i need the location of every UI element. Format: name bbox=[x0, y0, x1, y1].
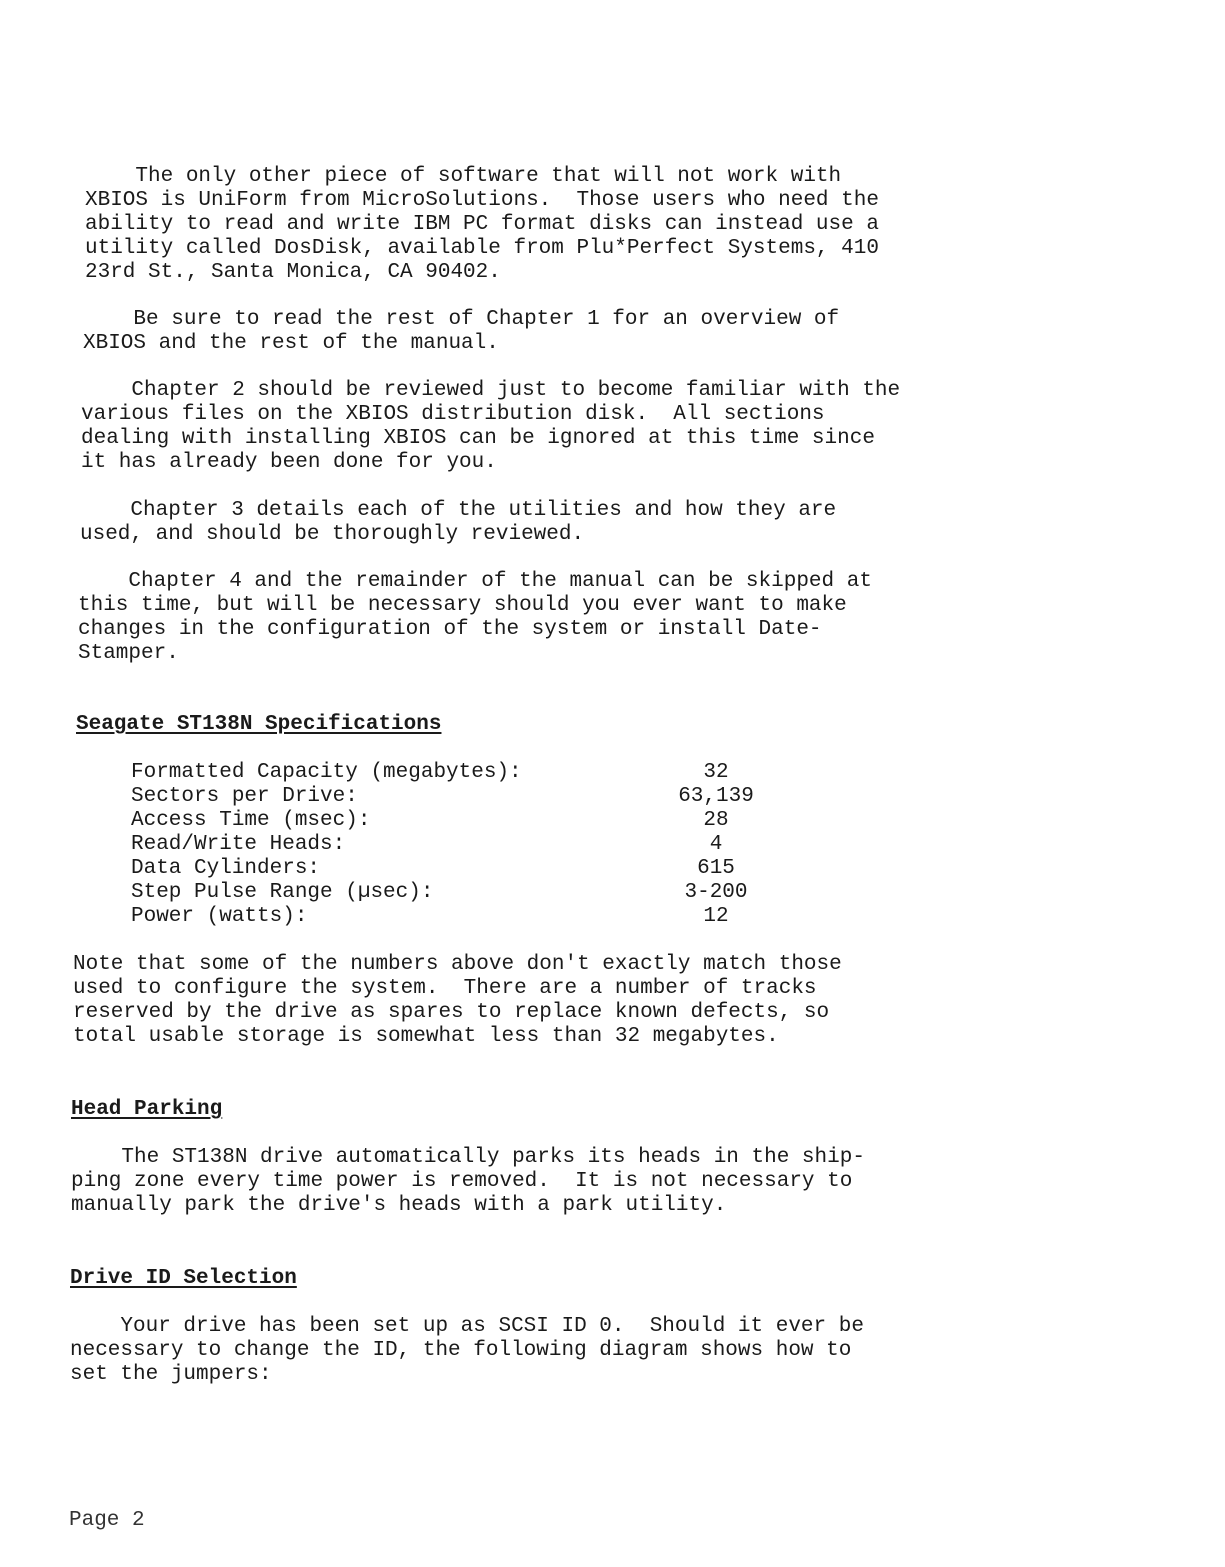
head-parking-heading: Head Parking bbox=[71, 1098, 223, 1121]
spec-row bbox=[131, 809, 811, 833]
spec-label: Read/Write Heads: bbox=[131, 833, 346, 856]
spec-value: 32 bbox=[703, 761, 729, 784]
spec-value: 615 bbox=[697, 857, 735, 880]
spec-row bbox=[131, 785, 811, 809]
spec-label: Formatted Capacity (megabytes): bbox=[131, 761, 522, 784]
paragraph-specs-note: Note that some of the numbers above don't exactly match those used to configure the system. There are a number of tracks reserved by the drive as spares to replace known defects, so total usable storage is somewhat less than 32 megabytes. bbox=[73, 953, 842, 1048]
spec-row bbox=[131, 881, 811, 905]
spec-row bbox=[131, 857, 811, 881]
paragraph-chapter-4: Chapter 4 and the remainder of the manual can be skipped at this time, but will be necessary should you ever want to make changes in the configuration of the system or install Date- Stamper. bbox=[78, 570, 872, 665]
spec-label: Sectors per Drive: bbox=[131, 785, 358, 808]
paragraph-drive-id: Your drive has been set up as SCSI ID 0. Should it ever be necessary to change the ID, the following diagram shows how to set the jumpers: bbox=[70, 1315, 864, 1386]
specs-table bbox=[131, 761, 811, 929]
paragraph-chapter-2: Chapter 2 should be reviewed just to become familiar with the various files on the XBIOS distribution disk. All sections dealing with installing XBIOS can be ignored at this time since it has already been done for you. bbox=[81, 379, 901, 474]
paragraph-chapter-3: Chapter 3 details each of the utilities and how they are used, and should be thoroughly reviewed. bbox=[80, 499, 837, 546]
drive-id-heading: Drive ID Selection bbox=[70, 1267, 297, 1290]
spec-row bbox=[131, 905, 811, 929]
paragraph-head-parking: The ST138N drive automatically parks its heads in the ship- ping zone every time power is removed. It is not necessary to manually park the drive's heads with a park utility. bbox=[71, 1146, 865, 1217]
spec-value: 3-200 bbox=[684, 881, 748, 904]
spec-label: Power (watts): bbox=[131, 905, 308, 928]
spec-label: Access Time (msec): bbox=[131, 809, 371, 832]
page-number: Page 2 bbox=[69, 1509, 145, 1532]
spec-label: Data Cylinders: bbox=[131, 857, 321, 880]
paragraph-chapter-1: Be sure to read the rest of Chapter 1 for an overview of XBIOS and the rest of the manual. bbox=[83, 308, 840, 355]
spec-row bbox=[131, 761, 811, 785]
spec-row bbox=[131, 833, 811, 857]
specs-heading: Seagate ST138N Specifications bbox=[76, 713, 442, 736]
spec-value: 28 bbox=[703, 809, 729, 832]
spec-value: 4 bbox=[709, 833, 723, 856]
spec-value: 12 bbox=[703, 905, 729, 928]
paragraph-software-compat: The only other piece of software that will not work with XBIOS is UniForm from MicroSolutions. Those users who need the ability to read and write IBM PC format disks can instead use a utility called DosDisk, available from Plu*Perfect Systems, 410 23rd St., Santa Monica, CA 90402. bbox=[85, 165, 879, 284]
spec-value: 63,139 bbox=[678, 785, 754, 808]
spec-label: Step Pulse Range (µsec): bbox=[131, 881, 434, 904]
